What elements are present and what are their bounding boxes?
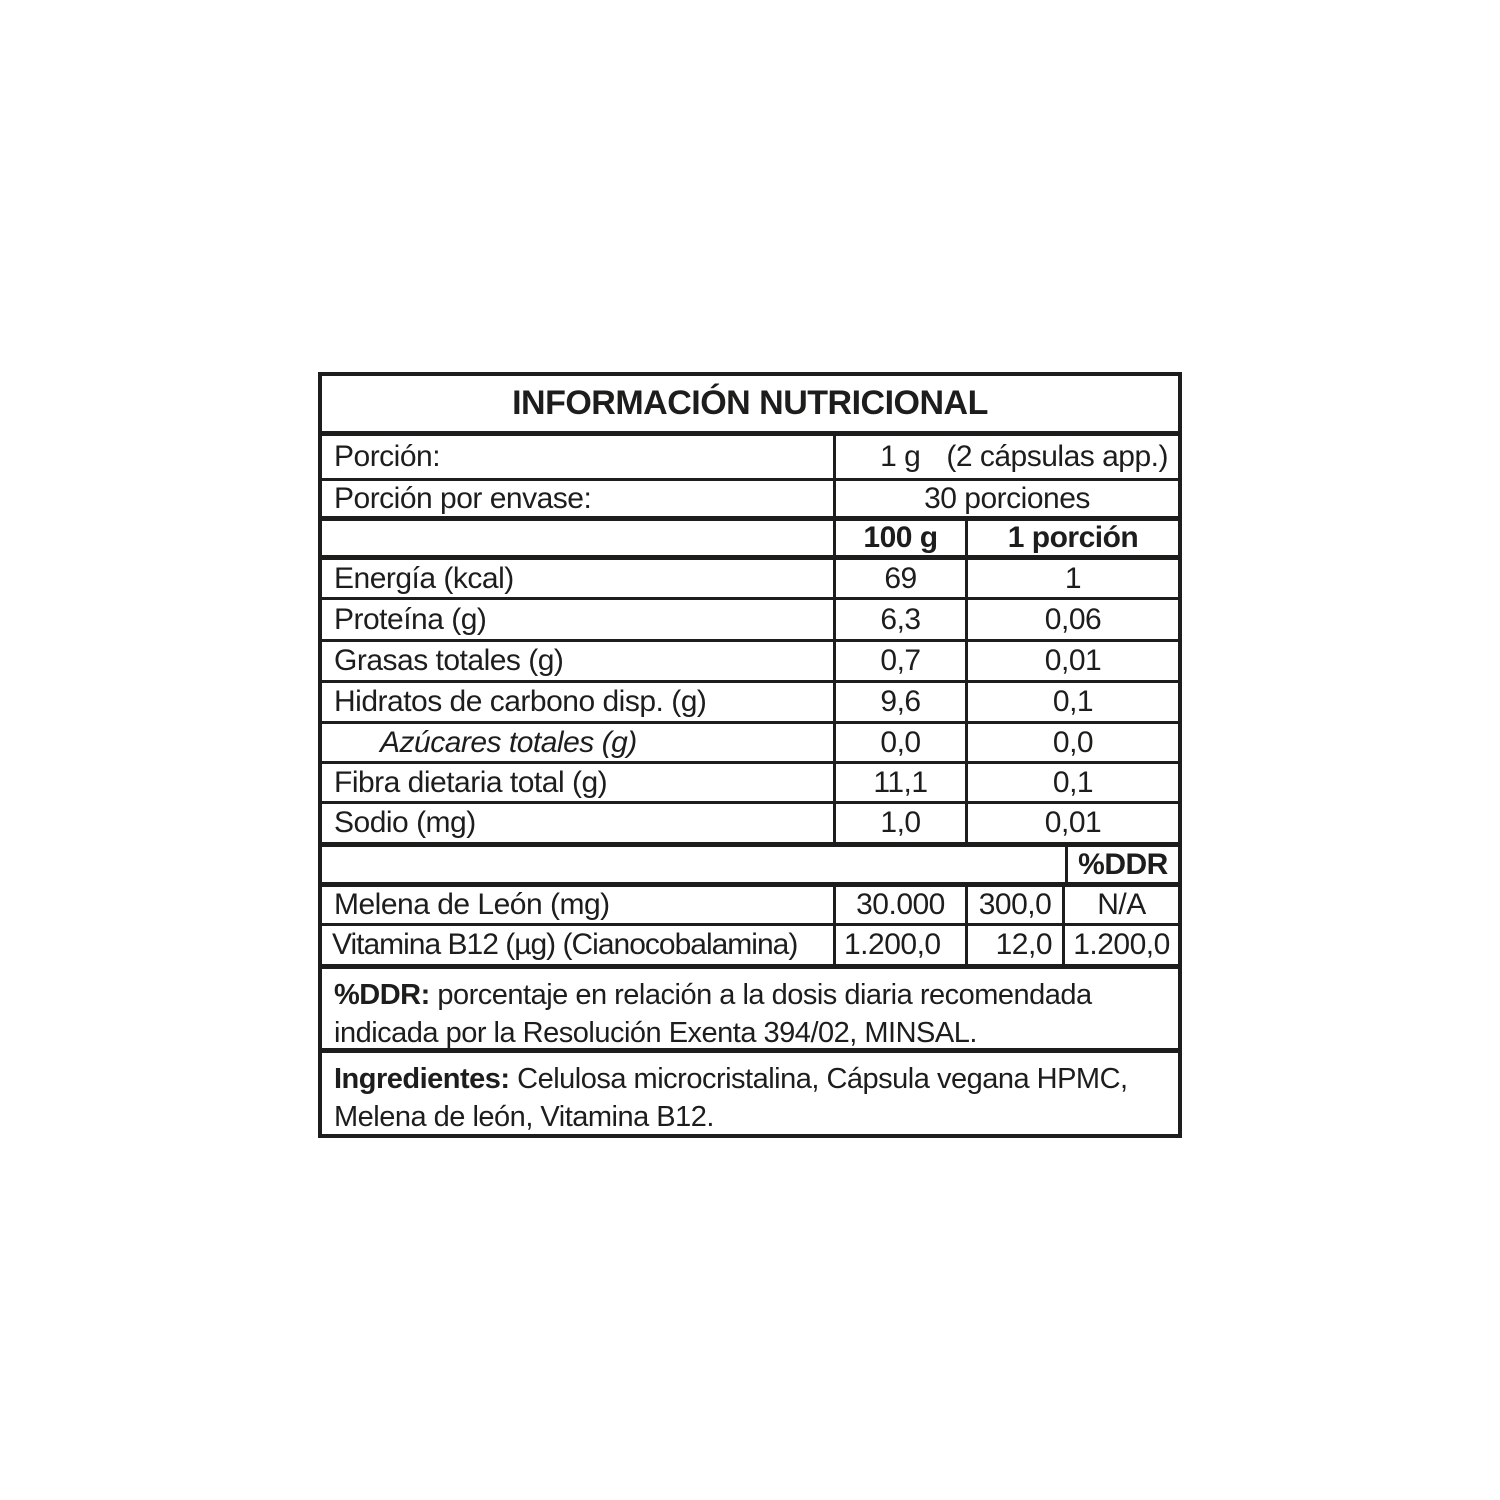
active-ddr-value: 1.200,0: [1073, 928, 1170, 961]
servings-per-container-label-cell: [322, 481, 836, 516]
nutrient-per-serving-cell: [968, 764, 1178, 801]
servings-per-container-value-cell: [836, 481, 1178, 516]
serving-size-value-cell: [836, 436, 1178, 478]
nutrient-label-cell: [322, 642, 836, 680]
column-header-empty-cell: [322, 521, 836, 555]
active-per100-cell: [836, 887, 968, 923]
serving-size-amount: 1 g: [880, 440, 921, 473]
panel-title: INFORMACIÓN NUTRICIONAL: [512, 384, 988, 422]
nutrient-per-serving-cell: [968, 683, 1178, 721]
nutrient-row-fibra: [322, 761, 1178, 801]
ingredients-text: Celulosa microcristalina, Cápsula vegana HPMC, Melena de león, Vitamina B12.: [334, 1063, 1128, 1133]
active-per-serving-value: 12,0: [995, 928, 1052, 961]
active-label: Melena de León (mg): [334, 888, 610, 921]
nutrient-per100-value: 1,0: [880, 806, 921, 839]
nutrient-row-grasas: [322, 639, 1178, 680]
active-label-cell: [322, 887, 836, 923]
active-per-serving-cell: [968, 887, 1065, 923]
nutrient-label: Fibra dietaria total (g): [334, 765, 608, 799]
nutrient-row-proteina: [322, 597, 1178, 639]
active-per-serving-value: 300,0: [978, 888, 1052, 921]
nutrient-per100-cell: [836, 600, 968, 639]
nutrient-label-cell: [322, 683, 836, 721]
nutrient-per-serving-cell: [968, 560, 1178, 597]
nutrient-per100-cell: [836, 804, 968, 842]
nutrient-per100-value: 11,1: [873, 765, 928, 799]
serving-size-note: (2 cápsulas app.): [946, 440, 1168, 473]
ddr-header-row: [322, 842, 1178, 882]
nutrient-label: Proteína (g): [334, 602, 487, 636]
nutrient-per-serving-value: 0,0: [1052, 725, 1094, 759]
nutrient-label: Grasas totales (g): [334, 644, 564, 677]
nutrient-per-serving-cell: [968, 724, 1178, 761]
active-ddr-cell: [1065, 887, 1178, 923]
active-row-vitamina-b12: [322, 923, 1178, 964]
ddr-header-empty-cell: [322, 847, 1068, 882]
nutrient-per100-cell: [836, 683, 968, 721]
nutrient-per-serving-value: 0,1: [1052, 685, 1094, 718]
active-label: Vitamina B12 (µg) (Cianocobalamina): [332, 928, 798, 961]
nutrient-label: Hidratos de carbono disp. (g): [334, 685, 707, 718]
nutrient-per100-cell: [836, 642, 968, 680]
nutrient-per100-value: 0,7: [880, 644, 921, 677]
ddr-footnote-row: [322, 964, 1178, 1048]
ingredients-row: [322, 1048, 1178, 1134]
active-label-cell: [322, 926, 836, 964]
ddr-header-cell: [1068, 847, 1178, 882]
nutrient-per-serving-cell: [968, 804, 1178, 842]
serving-size-label-cell: [322, 436, 836, 478]
ddr-footnote: [322, 969, 1178, 1048]
nutrient-label-cell: [322, 764, 836, 801]
nutrient-label: Energía (kcal): [334, 561, 514, 595]
nutrient-per-serving-value: 1: [1064, 561, 1082, 595]
servings-per-container-value: 30 porciones: [924, 481, 1090, 515]
nutrient-row-sodio: [322, 801, 1178, 842]
ingredients-note: [322, 1053, 1178, 1134]
active-per100-cell: [836, 926, 968, 964]
nutrient-per100-cell: [836, 560, 968, 597]
nutrient-row-azucares: [322, 721, 1178, 761]
nutrient-per-serving-cell: [968, 600, 1178, 639]
active-per100-value: 30.000: [856, 888, 945, 921]
ddr-footnote-text: porcentaje en relación a la dosis diaria recomendada indicada por la Resolución Exenta 394/02, MINSAL.: [334, 979, 1092, 1049]
nutrient-label-cell: [322, 804, 836, 842]
nutrient-per100-cell: [836, 724, 968, 761]
nutrient-label: Azúcares totales (g): [380, 725, 637, 759]
active-row-melena: [322, 882, 1178, 923]
nutrient-per100-value: 9,6: [880, 685, 921, 718]
nutrient-per-serving-value: 0,01: [1044, 806, 1102, 839]
nutrition-facts-panel: [318, 372, 1182, 1138]
column-header-per-serving: 1 porción: [1007, 521, 1139, 554]
nutrient-per100-value: 0,0: [880, 725, 921, 759]
column-header-per100: 100 g: [863, 521, 938, 554]
active-ddr-cell: [1065, 926, 1178, 964]
ddr-header-label: %DDR: [1078, 847, 1168, 881]
nutrient-label: Sodio (mg): [334, 806, 476, 839]
nutrient-per-serving-cell: [968, 642, 1178, 680]
nutrient-label-cell: [322, 560, 836, 597]
nutrient-per100-value: 6,3: [880, 602, 921, 636]
nutrient-row-energia: [322, 555, 1178, 597]
nutrient-per100-value: 69: [884, 561, 917, 595]
ingredients-label: Ingredientes:: [334, 1063, 510, 1095]
nutrient-per-serving-value: 0,1: [1052, 765, 1094, 799]
nutrient-per-serving-value: 0,01: [1044, 644, 1102, 677]
servings-per-container-label: Porción por envase:: [334, 481, 592, 515]
column-header-per100-cell: [836, 521, 968, 555]
nutrient-row-hidratos: [322, 680, 1178, 721]
serving-size-row: [322, 431, 1178, 478]
active-ddr-value: N/A: [1097, 888, 1146, 921]
column-header-row: [322, 516, 1178, 555]
nutrient-per100-cell: [836, 764, 968, 801]
nutrient-label-cell: [322, 600, 836, 639]
active-per100-value: 1.200,0: [844, 928, 941, 961]
active-per-serving-cell: [968, 926, 1065, 964]
nutrient-per-serving-value: 0,06: [1044, 602, 1102, 636]
serving-size-label: Porción:: [334, 440, 441, 473]
column-header-per-serving-cell: [968, 521, 1178, 555]
servings-per-container-row: [322, 478, 1178, 516]
ddr-footnote-label: %DDR:: [334, 979, 430, 1011]
title-row: [322, 376, 1178, 431]
nutrient-label-cell: [322, 724, 836, 761]
